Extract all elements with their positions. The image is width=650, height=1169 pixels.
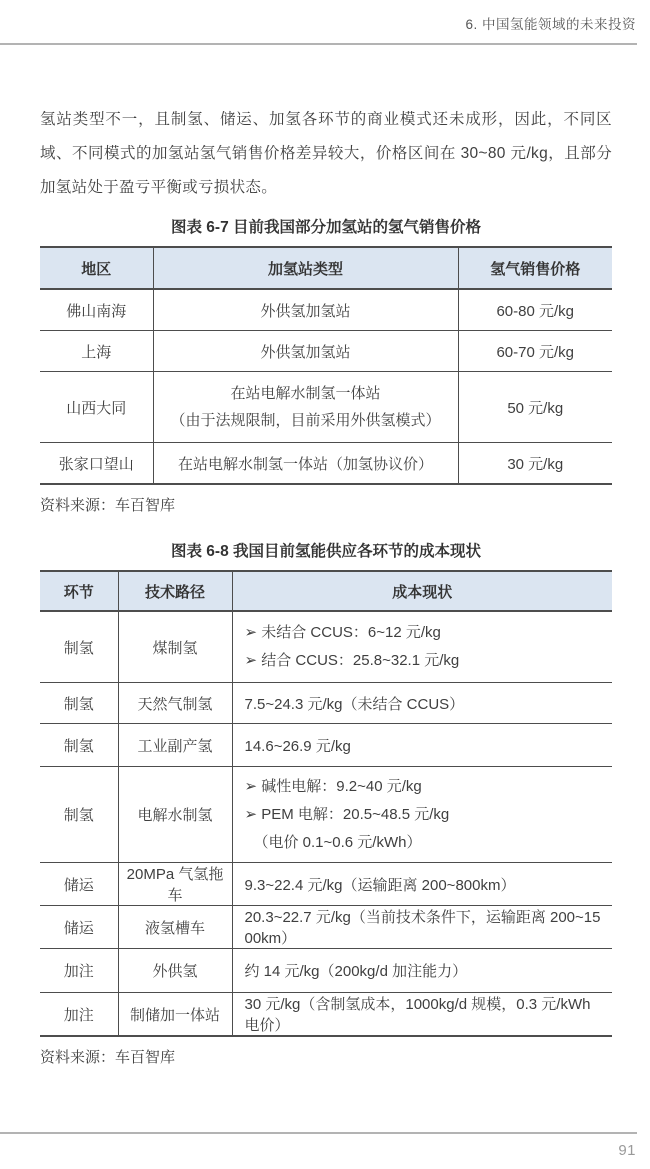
station-type-cell bbox=[153, 372, 458, 443]
cost-cell: 30 元/kg（含制氢成本，1000kg/d 规模，0.3 元/kWh 电价） bbox=[232, 993, 612, 1037]
tech-cell: 液氢槽车 bbox=[118, 906, 232, 949]
stage-cell: 制氢 bbox=[40, 724, 118, 767]
table-6-8-title: 图表 6-8 我国目前氢能供应各环节的成本现状 bbox=[170, 543, 482, 560]
cost-note: （电价 0.1~0.6 元/kWh） bbox=[253, 833, 422, 851]
stage-cell: 储运 bbox=[40, 863, 118, 906]
cost-cell bbox=[232, 611, 612, 683]
col-header-region: 地区 bbox=[40, 247, 153, 289]
hydrogen-cost-table bbox=[40, 570, 612, 1037]
footer-rule bbox=[0, 1132, 637, 1134]
tech-cell: 天然气制氢 bbox=[118, 683, 232, 724]
tech-cell: 工业副产氢 bbox=[118, 724, 232, 767]
tech-cell: 20MPa 气氢拖车 bbox=[118, 863, 232, 906]
table-row bbox=[40, 443, 612, 485]
station-type-line: 在站电解水制氢一体站 bbox=[230, 385, 381, 402]
col-header-price: 氢气销售价格 bbox=[458, 247, 612, 289]
cost-cell: 14.6~26.9 元/kg bbox=[232, 724, 612, 767]
header-rule bbox=[0, 43, 637, 45]
cost-cell: 20.3~22.7 元/kg（当前技术条件下，运输距离 200~1500km） bbox=[232, 906, 612, 949]
stage-cell: 制氢 bbox=[40, 767, 118, 863]
page-header bbox=[0, 0, 650, 33]
region-cell: 上海 bbox=[40, 331, 153, 372]
stage-cell: 制氢 bbox=[40, 683, 118, 724]
price-cell: 60-80 元/kg bbox=[458, 289, 612, 331]
price-cell: 30 元/kg bbox=[458, 443, 612, 485]
table-row bbox=[40, 767, 612, 863]
chapter-title: 6. 中国氢能领域的未来投资 bbox=[465, 17, 636, 32]
page-content bbox=[40, 103, 612, 1067]
station-type-cell: 在站电解水制氢一体站（加氢协议价） bbox=[153, 443, 458, 485]
region-cell: 佛山南海 bbox=[40, 289, 153, 331]
stage-cell: 制氢 bbox=[40, 611, 118, 683]
table-6-7-source: 资料来源：车百智库 bbox=[40, 497, 176, 514]
table-row bbox=[40, 906, 612, 949]
table-row bbox=[40, 949, 612, 993]
station-type-note: （由于法规限制，目前采用外供氢模式） bbox=[170, 412, 441, 429]
stage-cell: 储运 bbox=[40, 906, 118, 949]
cost-line: ➢ 未结合 CCUS：6~12 元/kg bbox=[244, 624, 441, 641]
cost-cell bbox=[232, 767, 612, 863]
table-header-row bbox=[40, 571, 612, 611]
stage-cell: 加注 bbox=[40, 993, 118, 1037]
station-type-cell: 外供氢加氢站 bbox=[153, 289, 458, 331]
station-type-cell: 外供氢加氢站 bbox=[153, 331, 458, 372]
table-row bbox=[40, 331, 612, 372]
hydrogen-price-table bbox=[40, 246, 612, 485]
price-cell: 50 元/kg bbox=[458, 372, 612, 443]
region-cell: 张家口望山 bbox=[40, 443, 153, 485]
cost-line: ➢ PEM 电解：20.5~48.5 元/kg bbox=[244, 805, 450, 823]
table-row bbox=[40, 993, 612, 1037]
cost-line: ➢ 碱性电解：9.2~40 元/kg bbox=[244, 777, 422, 795]
table-row bbox=[40, 863, 612, 906]
body-paragraph: 氢站类型不一，且制氢、储运、加氢各环节的商业模式还未成形，因此，不同区域、不同模式的加氢站氢气销售价格差异较大，价格区间在 30~80 元/kg，且部分加氢站处于盈亏平衡或亏损状态。 bbox=[40, 111, 612, 196]
table-6-7-title: 图表 6-7 目前我国部分加氢站的氢气销售价格 bbox=[170, 219, 482, 236]
table-row bbox=[40, 683, 612, 724]
table-row bbox=[40, 724, 612, 767]
col-header-stage: 环节 bbox=[40, 571, 118, 611]
col-header-cost: 成本现状 bbox=[232, 571, 612, 611]
page-number: 91 bbox=[618, 1142, 636, 1159]
table-row bbox=[40, 611, 612, 683]
table-6-8-source: 资料来源：车百智库 bbox=[40, 1049, 176, 1066]
table-header-row bbox=[40, 247, 612, 289]
stage-cell: 加注 bbox=[40, 949, 118, 993]
table-row bbox=[40, 289, 612, 331]
cost-cell: 9.3~22.4 元/kg（运输距离 200~800km） bbox=[232, 863, 612, 906]
region-cell: 山西大同 bbox=[40, 372, 153, 443]
tech-cell: 电解水制氢 bbox=[118, 767, 232, 863]
tech-cell: 制储加一体站 bbox=[118, 993, 232, 1037]
cost-cell: 7.5~24.3 元/kg（未结合 CCUS） bbox=[232, 683, 612, 724]
tech-cell: 煤制氢 bbox=[118, 611, 232, 683]
table-row bbox=[40, 372, 612, 443]
price-cell: 60-70 元/kg bbox=[458, 331, 612, 372]
col-header-tech: 技术路径 bbox=[118, 571, 232, 611]
cost-line: ➢ 结合 CCUS：25.8~32.1 元/kg bbox=[244, 652, 460, 669]
tech-cell: 外供氢 bbox=[118, 949, 232, 993]
cost-cell: 约 14 元/kg（200kg/d 加注能力） bbox=[232, 949, 612, 993]
col-header-station-type: 加氢站类型 bbox=[153, 247, 458, 289]
